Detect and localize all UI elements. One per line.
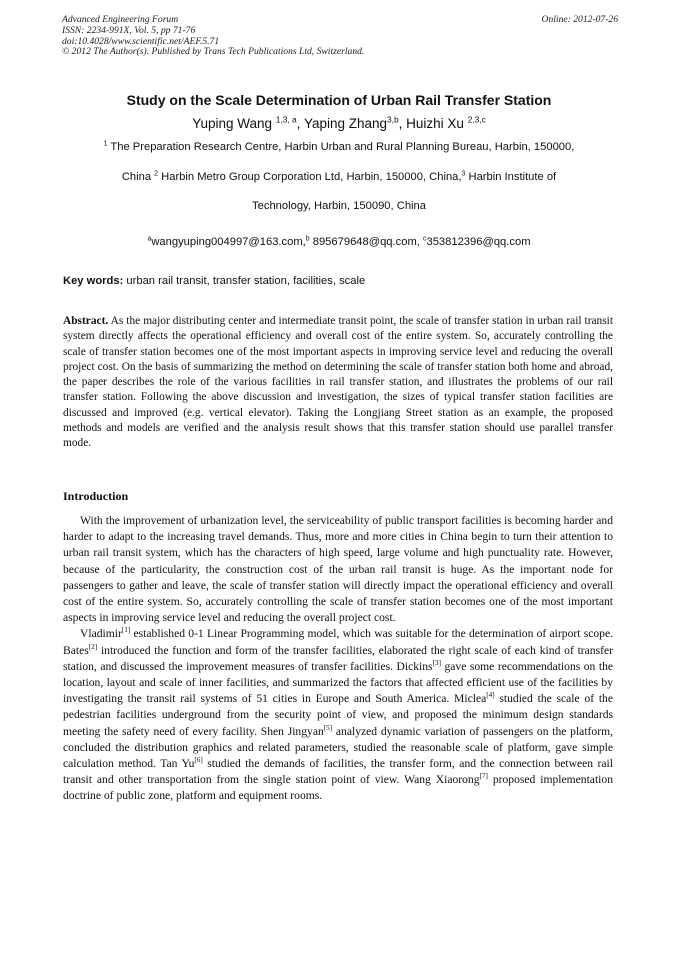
- journal-header: [62, 15, 618, 58]
- affiliation-text: Harbin Metro Group Corporation Ltd, Harbin, 150000, China,: [158, 171, 462, 183]
- citation-ref: [5]: [323, 723, 333, 732]
- author-list: [0, 116, 678, 131]
- email-mark: a: [147, 235, 152, 243]
- affiliation-mark: 1: [103, 140, 108, 148]
- text-run: established 0-1 Linear Programming model, which was suitable for the determination of airport scope. Bates: [63, 627, 613, 657]
- citation-ref: [2]: [88, 642, 98, 651]
- author-name: Yuping Wang: [192, 116, 276, 131]
- author-name: Yaping Zhang: [303, 116, 388, 131]
- keywords-text: urban rail transit, transfer station, facilities, scale: [123, 275, 366, 287]
- citation-ref: [3]: [432, 658, 441, 667]
- text-run: Vladimir: [80, 627, 122, 641]
- abstract-text: As the major distributing center and intermediate transit point, the scale of transfer station in urban rail transit system directly affects the operational efficiency and overall cost of the entire system. So, accurately controlling the scale of transfer station becomes one of the most important aspects in improving service level and reducing the overall project cost. On the basis of summarizing the method on determining the scale of transfer station both home and abroad, the paper describes the role of the various facilities in rail transfer station, and illustrates the problems of our rail transfer station. Following the above discussion and investigation, the sizes of typical transfer station facilities are discussed and improved (e.g. vertical elevator). Taking the Longjiang Street station as an example, the proposed methods and models are verified and the analysis result shows that this transfer station should use parallel transfer mode.: [63, 315, 613, 450]
- author-separator: ,: [398, 116, 407, 131]
- citation-ref: [4]: [486, 691, 495, 700]
- author-separator: ,: [296, 116, 304, 131]
- online-date: Online: 2012-07-26: [541, 14, 618, 25]
- paragraph: With the improvement of urbanization level, the serviceability of public transport facilities is becoming harder and harder to adapt to the increasing travel demands. Thus, more and more cities in China begin to turn their attention to urban rail transit system, which has the characters of high speed, large volume and high punctuality rate. However, because of the particularity, the construction cost of the urban rail transit is huge. As the important node for passengers to gather and leave, the scale of transfer station will directly impact the operational efficiency and overall cost of the entire system. So, accurately controlling the scale of transfer station becomes one of the most important aspects in improving service level and reducing the overall project cost.: [63, 514, 613, 625]
- doi-line: doi:10.4028/www.scientific.net/AEF.5.71: [62, 35, 220, 47]
- email-line: [0, 236, 678, 248]
- introduction-body: [63, 513, 613, 805]
- copyright-line: © 2012 The Author(s). Published by Trans Tech Publications Ltd, Switzerland.: [62, 46, 365, 58]
- text-run: studied the scale of the pedestrian facilities underground from the security point of view, and proposed the minimum design standards meeting the safety need of every facility. Shen Jingyan: [63, 692, 613, 738]
- affiliation-line-3: Technology, Harbin, 150090, China: [252, 200, 426, 212]
- citation-ref: [7]: [479, 772, 488, 781]
- affiliation-text: Harbin Institute of: [465, 171, 557, 183]
- citation-ref: [6]: [194, 756, 203, 765]
- abstract: [63, 314, 613, 452]
- email-mark: b: [305, 235, 310, 243]
- keywords-label: Key words:: [63, 275, 124, 287]
- affiliation-mark: 2: [154, 170, 159, 178]
- author-affiliation-mark: 2,3,c: [467, 114, 486, 125]
- text-run: gave some recommendations on the location, layout and scale of inner facilities, and summarized the factors that affected efficient use of the facilities by investigating the transit rail systems of 51 cities in Europe and South America. Miclea: [63, 659, 614, 706]
- journal-name: Advanced Engineering Forum: [62, 14, 179, 25]
- text-run: proposed implementation doctrine of public zone, platform and equipment rooms.: [63, 773, 613, 803]
- affiliation-text: China: [121, 171, 155, 183]
- email-address: 353812396@qq.com: [426, 236, 531, 248]
- paragraph: [63, 626, 613, 804]
- affiliation-line-1: [0, 141, 678, 153]
- affiliation-text: The Preparation Research Centre, Harbin Urban and Rural Planning Bureau, Harbin, 150000,: [107, 141, 575, 153]
- email-mark: c: [423, 235, 427, 243]
- text-run: introduced the function and form of the transfer facilities, elaborated the right scale of each kind of transfer station, and discussed the improvement measures of transfer facilities. Dickins: [63, 643, 613, 673]
- issn-line: ISSN: 2234-991X, Vol. 5, pp 71-76: [62, 24, 196, 36]
- text-run: studied the demands of facilities, the transfer form, and the connection between rail transit and other transportation from the single station point of view. Wang Xiaorong: [63, 757, 613, 787]
- citation-ref: [1]: [121, 626, 131, 635]
- section-heading-introduction: Introduction: [63, 489, 129, 503]
- email-address: wangyuping004997@163.com,: [151, 236, 306, 248]
- author-name: Huizhi Xu: [406, 116, 468, 131]
- author-affiliation-mark: 3,b: [387, 114, 399, 125]
- keywords: [63, 275, 365, 287]
- paper-title: Study on the Scale Determination of Urban Rail Transfer Station: [126, 92, 552, 108]
- author-affiliation-mark: 1,3, a: [275, 114, 297, 125]
- text-run: analyzed dynamic variation of passengers on the platform, concluded the distribution graphics and related parameters, studied the reasonable scale of platform, gave simple calculation method. Tan Yu: [63, 724, 613, 771]
- abstract-label: Abstract.: [63, 315, 109, 327]
- email-address: 895679648@qq.com,: [309, 236, 423, 248]
- affiliation-mark: 3: [461, 170, 466, 178]
- affiliation-line-2: [0, 171, 678, 183]
